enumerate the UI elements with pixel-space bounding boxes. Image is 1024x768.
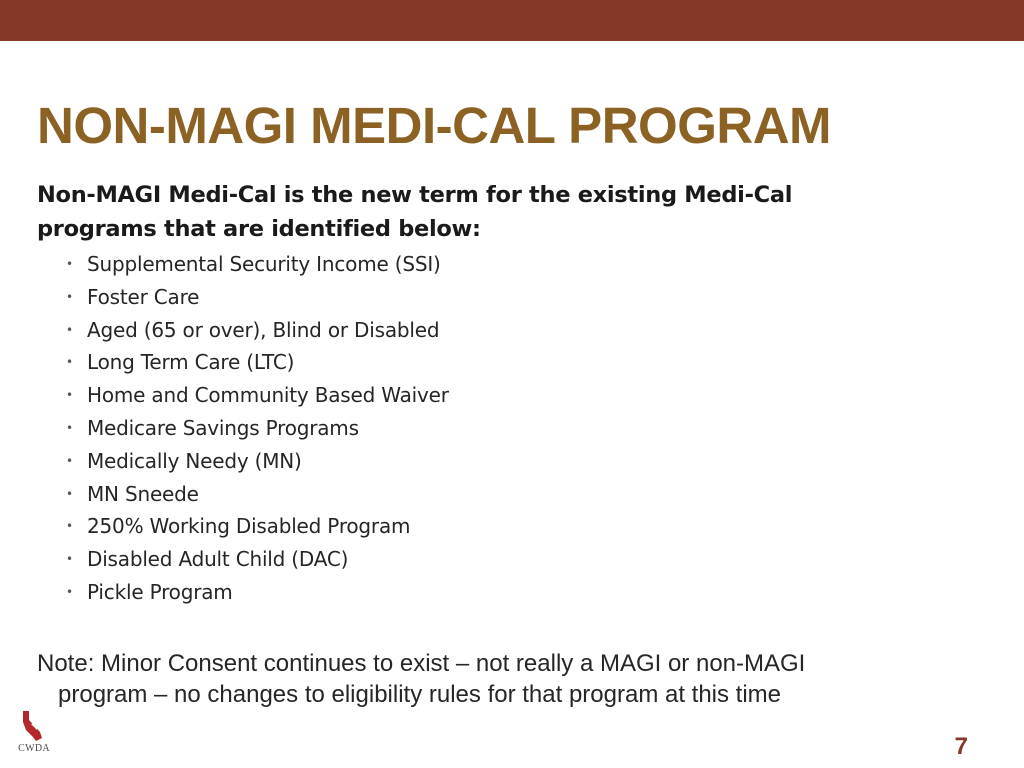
list-item [66, 510, 449, 543]
note-text [37, 648, 977, 710]
list-item-label: Home and Community Based Waiver [87, 383, 449, 408]
slide-title: NON-MAGI MEDI-CAL PROGRAM [37, 97, 832, 154]
page-number: 7 [954, 733, 968, 760]
bullet-icon: • [66, 289, 73, 304]
top-accent-bar [0, 0, 1024, 41]
bullet-icon: • [66, 486, 73, 501]
bullet-icon: • [66, 453, 73, 468]
list-item [66, 314, 449, 347]
bullet-icon: • [66, 322, 73, 337]
list-item [66, 543, 449, 576]
list-item-label: Aged (65 or over), Blind or Disabled [87, 317, 440, 342]
list-item-label: Supplemental Security Income (SSI) [87, 252, 441, 276]
bullet-icon: • [66, 388, 73, 403]
list-item [66, 445, 449, 478]
bullet-icon: • [66, 519, 73, 534]
note-line-2: program – no changes to eligibility rules for that program at this time [58, 681, 782, 708]
bullet-icon: • [66, 420, 73, 435]
list-item [66, 412, 449, 445]
list-item [66, 346, 449, 379]
list-item [66, 576, 449, 609]
list-item-label: Pickle Program [87, 579, 233, 604]
list-item-label: Medicare Savings Programs [87, 415, 359, 440]
list-item [66, 478, 449, 511]
bullet-icon: • [66, 584, 73, 599]
list-item-label: Medically Needy (MN) [87, 448, 302, 473]
note-line-1: Note: Minor Consent continues to exist – not really a MAGI or non-MAGI [37, 650, 806, 677]
list-item [66, 281, 449, 314]
list-item [66, 248, 449, 281]
intro-line-2: programs that are identified below: [37, 216, 481, 242]
california-logo-icon [20, 710, 46, 742]
cwda-logo [12, 710, 56, 756]
list-item-label: Disabled Adult Child (DAC) [87, 547, 349, 572]
intro-text [37, 178, 937, 246]
list-item-label: MN Sneede [87, 481, 199, 506]
logo-text: CWDA [18, 743, 50, 754]
list-item-label: 250% Working Disabled Program [87, 514, 411, 539]
bullet-icon: • [66, 552, 73, 567]
list-item-label: Long Term Care (LTC) [87, 350, 295, 375]
list-item [66, 379, 449, 412]
bullet-icon: • [66, 355, 73, 370]
bullet-icon: • [66, 257, 73, 271]
intro-line-1: Non-MAGI Medi-Cal is the new term for the existing Medi-Cal [37, 182, 793, 208]
list-item-label: Foster Care [87, 284, 200, 309]
program-list [66, 248, 449, 609]
